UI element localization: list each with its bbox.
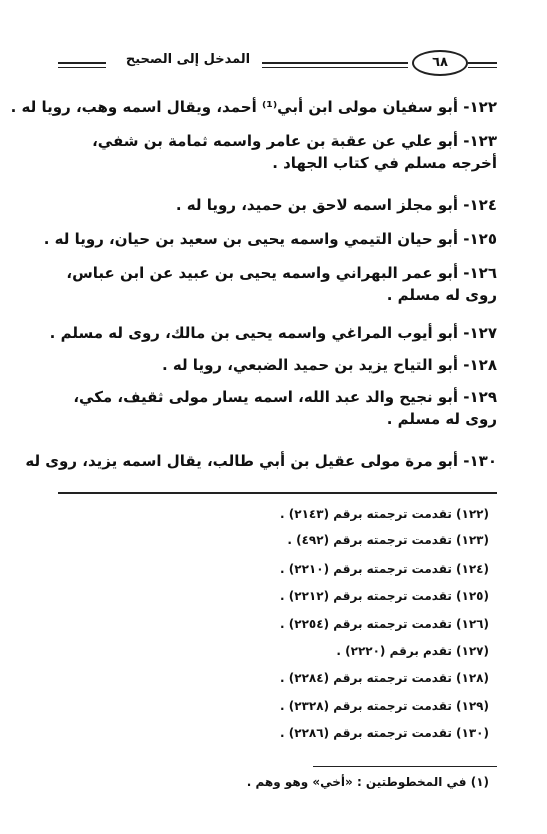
- header-rule-right-thin: [468, 67, 497, 68]
- footnote-129: (١٢٩) تقدمت ترجمته برقم (٢٣٢٨) .: [280, 699, 489, 713]
- entry-124: ١٢٤- أبو مجلز اسمه لاحق بن حميد، رويا له .: [175, 196, 497, 214]
- header-rule-right: [468, 62, 497, 64]
- header-rule-middle-thin: [262, 67, 408, 68]
- header-rule-left-thin: [58, 67, 106, 68]
- entry-128: ١٢٨- أبو التياح يزيد بن حميد الضبعي، رويا له .: [161, 356, 497, 374]
- footnote-125: (١٢٥) تقدمت ترجمته برقم (٢٢١٢) .: [280, 589, 489, 603]
- footnote-separator: [58, 492, 497, 494]
- footnote-122: (١٢٢) تقدمت ترجمته برقم (٢١٤٣) .: [280, 507, 489, 521]
- entry-125: ١٢٥- أبو حيان التيمي واسمه يحيى بن سعيد بن حيان، رويا له .: [43, 230, 497, 248]
- entry-130: ١٣٠- أبو مرة مولى عقيل بن أبي طالب، يقال اسمه يزيد، روى له: [25, 452, 497, 470]
- page-number-badge: ٦٨: [412, 50, 468, 76]
- footnote-123: (١٢٣) تقدمت ترجمته برقم (٤٩٢) .: [287, 533, 489, 547]
- footnote-126: (١٢٦) تقدمت ترجمته برقم (٢٢٥٤) .: [280, 617, 489, 631]
- entry-129: ١٢٩- أبو نجيح والد عبد الله، اسمه يسار مولى ثقيف، مكي، روى له مسلم .: [73, 388, 497, 428]
- footnote-127: (١٢٧) تقدم برقم (٢٢٢٠) .: [336, 644, 489, 658]
- entry-122: ١٢٢- أبو سفيان مولى ابن أبي⁽¹⁾ أحمد، ويقال اسمه وهب، رويا له .: [10, 98, 497, 116]
- entry-126: ١٢٦- أبو عمر البهراني واسمه يحيى بن عبيد عن ابن عباس، روى له مسلم .: [66, 264, 497, 304]
- margin-note-separator: [313, 766, 497, 767]
- footnote-128: (١٢٨) تقدمت ترجمته برقم (٢٢٨٤) .: [280, 671, 489, 685]
- entry-123: ١٢٣- أبو علي عن عقبة بن عامر واسمه ثمامة بن شفي، أخرجه مسلم في كتاب الجهاد .: [92, 132, 497, 172]
- footnote-130: (١٣٠) تقدمت ترجمته برقم (٢٢٨٦) .: [280, 726, 489, 740]
- margin-note: (١) في المخطوطتين : «أخي» وهو وهم .: [246, 775, 489, 789]
- header-rule-left: [58, 62, 106, 64]
- entry-127: ١٢٧- أبو أيوب المراغي واسمه يحيى بن مالك، روى له مسلم .: [49, 324, 497, 342]
- header-title: المدخل إلى الصحيح: [125, 52, 251, 67]
- footnote-124: (١٢٤) تقدمت ترجمته برقم (٢٢١٠) .: [280, 562, 489, 576]
- header-rule-middle: [262, 62, 408, 64]
